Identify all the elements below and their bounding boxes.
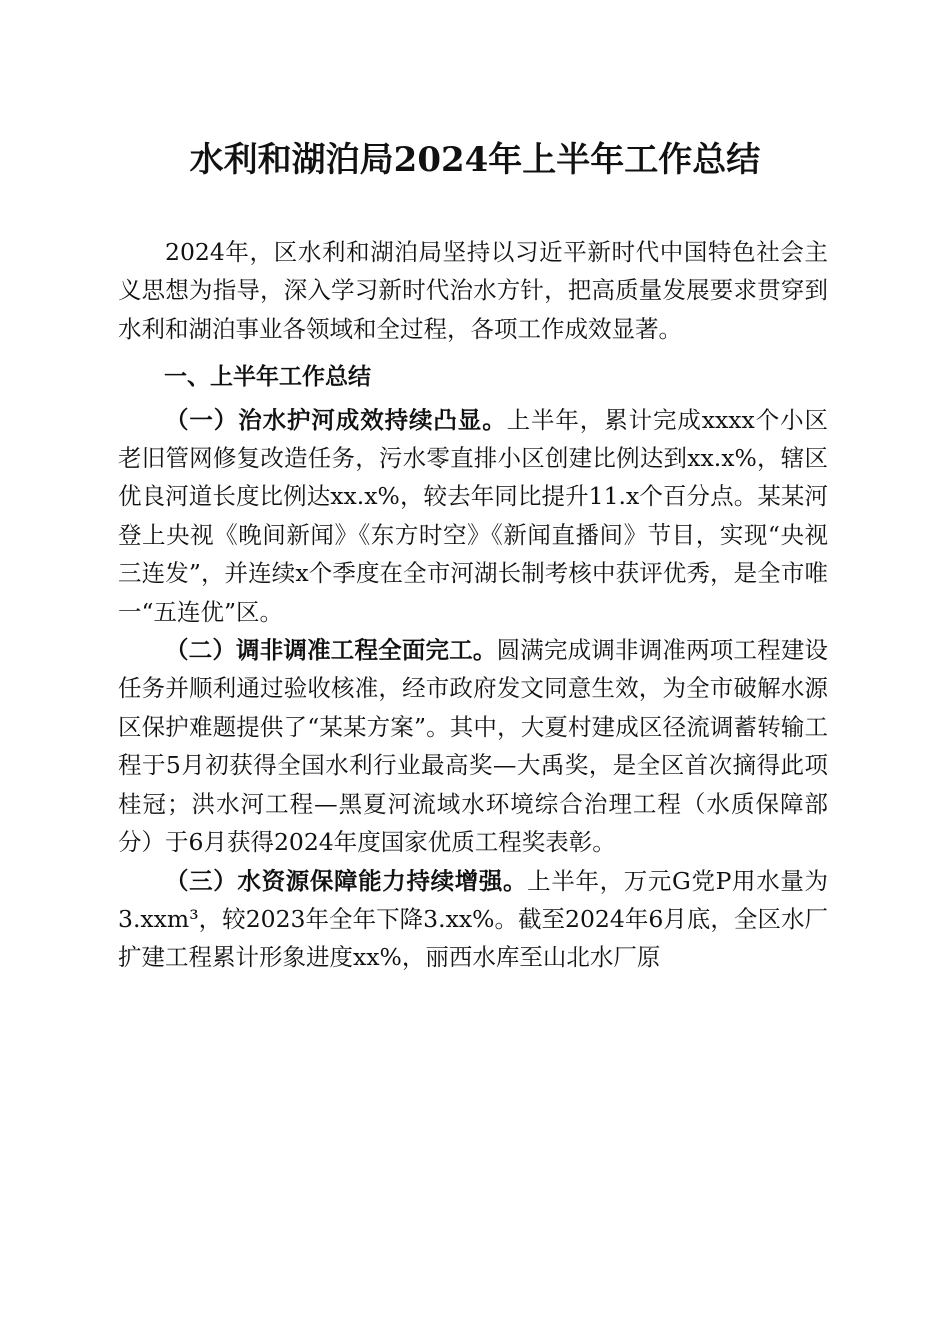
- document-title: 水利和湖泊局2024年上半年工作总结: [189, 140, 761, 180]
- item-lead-3: （三）水资源保障能力持续增强。: [165, 866, 528, 895]
- document-body: [118, 233, 828, 977]
- item-text-1: 上半年，累计完成xxxx个小区老旧管网修复改造任务，污水零直排小区创建比例达到xx.x%，辖区优良河道长度比例达xx.x%，较去年同比提升11.x个百分点。某某河登上央视《晚间新闻》《东方时空》《新闻直播间》节目，实现“央视三连发”，并连续x个季度在全市河湖长制考核中获评优秀，是全市唯一“五连优”区。: [118, 405, 828, 626]
- section-heading: 一、上半年工作总结: [164, 364, 371, 391]
- item-paragraph-2: [118, 631, 828, 861]
- item-paragraph-3: [118, 862, 828, 977]
- item-text-3: 上半年，万元G党P用水量为3.xxm³，较2023年全年下降3.xx%。截至2024年6月底，全区水厂扩建工程累计形象进度xx%，丽西水库至山北水厂原: [118, 866, 828, 972]
- item-lead-2: （二）调非调准工程全面完工。: [165, 636, 497, 665]
- item-lead-1: （一）治水护河成效持续凸显。: [165, 405, 507, 434]
- intro-paragraph: 2024年，区水利和湖泊局坚持以习近平新时代中国特色社会主义思想为指导，深入学习新时代治水方针，把高质量发展要求贯穿到水利和湖泊事业各领域和全过程，各项工作成效显著。: [118, 238, 828, 343]
- item-text-2: 圆满完成调非调准两项工程建设任务并顺利通过验收核准，经市政府发文同意生效，为全市破解水源区保护难题提供了“某某方案”。其中，大夏村建成区径流调蓄转输工程于5月初获得全国水利行业最高奖—大禹奖，是全区首次摘得此项桂冠；洪水河工程—黑夏河流域水环境综合治理工程（水质保障部分）于6月获得2024年度国家优质工程奖表彰。: [118, 636, 829, 857]
- item-paragraph-1: [118, 401, 828, 631]
